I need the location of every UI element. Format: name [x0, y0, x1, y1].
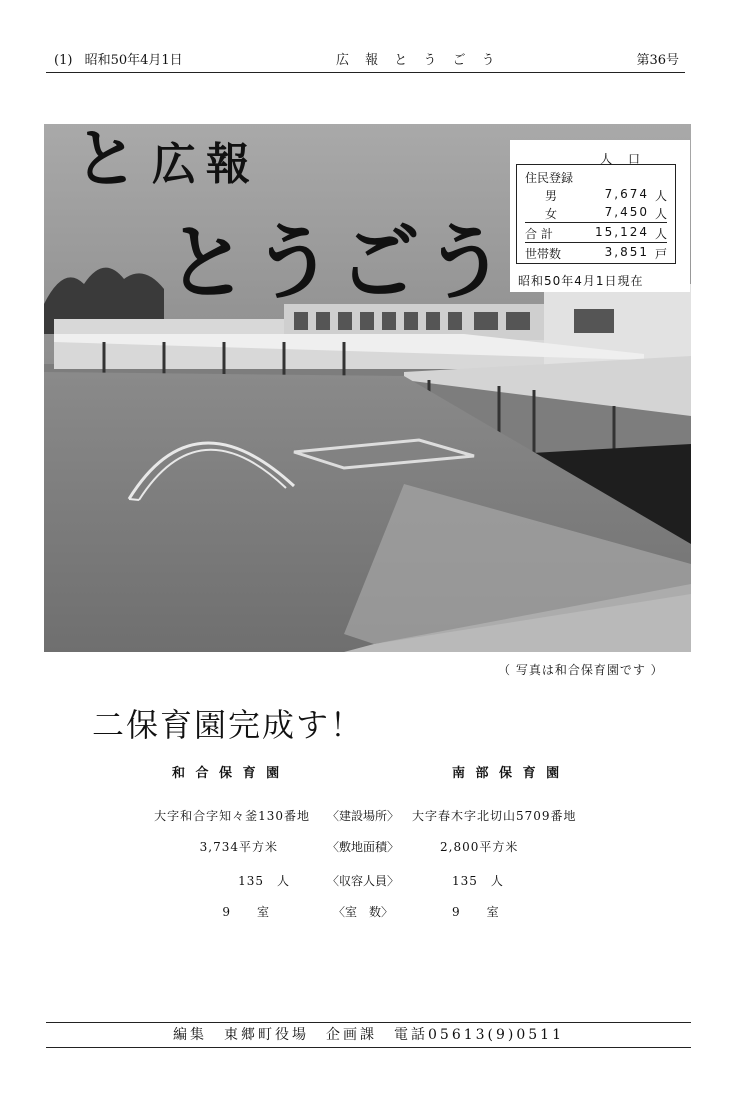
comparison-row	[0, 872, 751, 892]
page-header	[46, 46, 685, 73]
population-row	[525, 225, 667, 241]
population-divider	[525, 222, 667, 223]
population-value: 15,124	[595, 225, 649, 239]
population-label: 合 計	[525, 227, 553, 241]
population-row	[545, 187, 667, 203]
population-unit: 人	[654, 189, 667, 203]
item-label: 〈室 数〉	[332, 905, 393, 919]
masthead-title: とうごう	[166, 215, 511, 311]
population-unit: 人	[654, 227, 667, 241]
wago-value: 9 室	[222, 905, 270, 919]
population-row	[545, 205, 667, 221]
publication-name: 広 報 と う ご う	[336, 53, 501, 68]
population-title: 人 口	[600, 152, 646, 166]
nanbu-value: 大字春木字北切山5709番地	[412, 809, 577, 823]
population-table	[516, 164, 676, 264]
item-label: 〈敷地面積〉	[326, 840, 399, 854]
item-label: 〈収容人員〉	[326, 874, 399, 888]
population-value: 7,450	[604, 205, 649, 219]
nanbu-value: 2,800平方米	[440, 840, 519, 854]
photo-caption: （ 写真は和合保育園です ）	[498, 663, 664, 677]
population-as-of: 昭和50年4月1日現在	[518, 274, 644, 288]
population-value: 7,674	[604, 187, 649, 201]
population-label: 男	[545, 189, 558, 203]
page-number: (1)	[54, 53, 73, 68]
comparison-row	[0, 807, 751, 827]
masthead-logo-mark: と	[74, 124, 138, 197]
population-label: 女	[545, 207, 558, 221]
wago-value: 大字和合字知々釜130番地	[154, 809, 310, 823]
population-divider	[525, 242, 667, 243]
comparison-row	[0, 838, 751, 858]
population-value: 3,851	[604, 245, 649, 259]
page-number-date	[54, 49, 183, 68]
comparison-row	[0, 903, 751, 923]
nanbu-value: 135 人	[452, 874, 504, 888]
population-label: 世帯数	[525, 247, 562, 261]
cover-photo	[44, 124, 691, 652]
column-title-wago: 和 合 保 育 園	[172, 766, 283, 781]
nanbu-value: 9 室	[452, 905, 500, 919]
footer-editorial: 編集 東郷町役場 企画課 電話05613(9)0511	[46, 1022, 691, 1048]
item-label: 〈建設場所〉	[326, 809, 399, 823]
population-source: 住民登録	[525, 171, 574, 185]
wago-value: 135 人	[238, 874, 290, 888]
population-box	[510, 140, 690, 292]
issue-date: 昭和50年4月1日	[84, 53, 183, 68]
population-unit: 戸	[654, 247, 667, 261]
population-source-row	[525, 169, 667, 185]
population-unit: 人	[654, 207, 667, 221]
headline: 二保育園完成す！	[92, 706, 365, 744]
issue-number: 第36号	[636, 53, 679, 68]
column-title-nanbu: 南 部 保 育 園	[452, 766, 563, 781]
masthead-kouhou: 広報	[152, 139, 260, 190]
wago-value: 3,734平方米	[199, 840, 278, 854]
population-row	[525, 245, 667, 261]
